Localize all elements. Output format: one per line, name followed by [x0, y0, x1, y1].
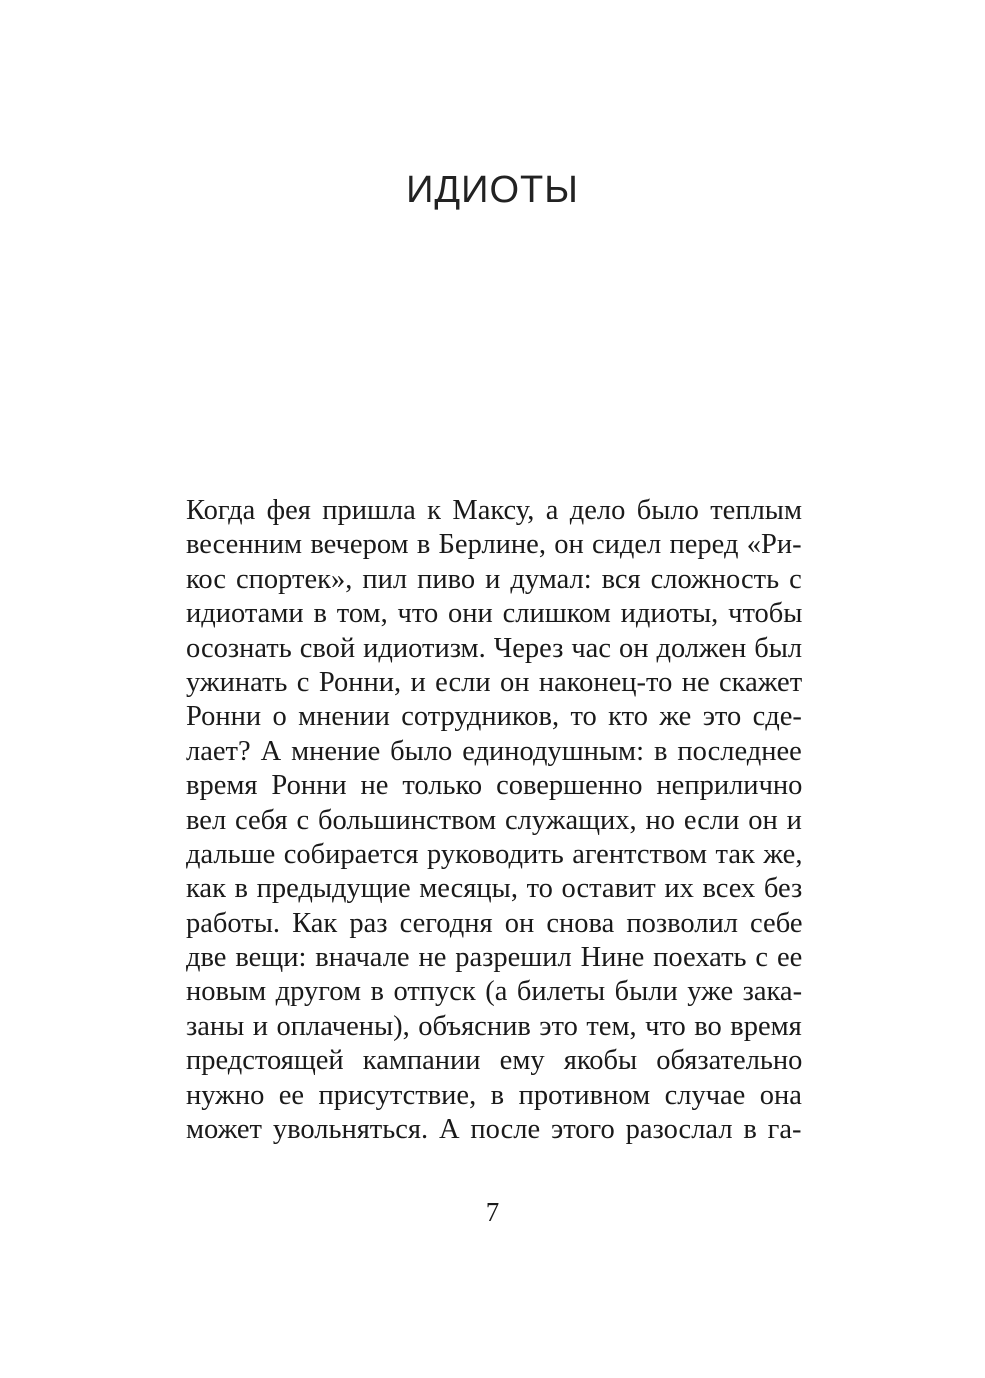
text-line: весенним вечером в Берлине, он сидел перед «Ри- [186, 529, 802, 561]
text-line: ужинать с Ронни, и если он наконец-то не скажет [186, 666, 802, 698]
text-line: новым другом в отпуск (а билеты были уже зака- [186, 976, 802, 1008]
text-line: работы. Как раз сегодня он снова позволил себе [186, 907, 802, 939]
text-line: две вещи: вначале не разрешил Нине поехать с ее [186, 942, 802, 974]
text-line: идиотами в том, что они слишком идиоты, чтобы [186, 598, 802, 630]
text-line: лает? А мнение было единодушным: в последнее [186, 735, 802, 767]
body-text [186, 494, 802, 1147]
text-line: предстоящей кампании ему якобы обязательно [186, 1045, 802, 1077]
text-line: может увольняться. А после этого разослал в га- [186, 1114, 802, 1146]
text-line: нужно ее присутствие, в противном случае она [186, 1079, 802, 1111]
text-line: время Ронни не только совершенно неприлично [186, 770, 802, 802]
page-number: 7 [485, 1197, 500, 1227]
text-line: заны и оплачены), объяснив это тем, что во время [186, 1010, 802, 1042]
text-line: как в предыдущие месяцы, то оставит их всех без [186, 873, 802, 905]
chapter-title: ИДИОТЫ [406, 169, 579, 211]
text-line: дальше собирается руководить агентством так же, [186, 838, 802, 870]
text-line: кос спортек», пил пиво и думал: вся сложность с [186, 563, 802, 595]
text-line: вел себя с большинством служащих, но если он и [186, 804, 802, 836]
text-line: осознать свой идиотизм. Через час он должен был [186, 632, 802, 664]
text-line: Ронни о мнении сотрудников, то кто же это сде- [186, 701, 802, 733]
text-line: Когда фея пришла к Максу, а дело было теплым [186, 495, 802, 526]
